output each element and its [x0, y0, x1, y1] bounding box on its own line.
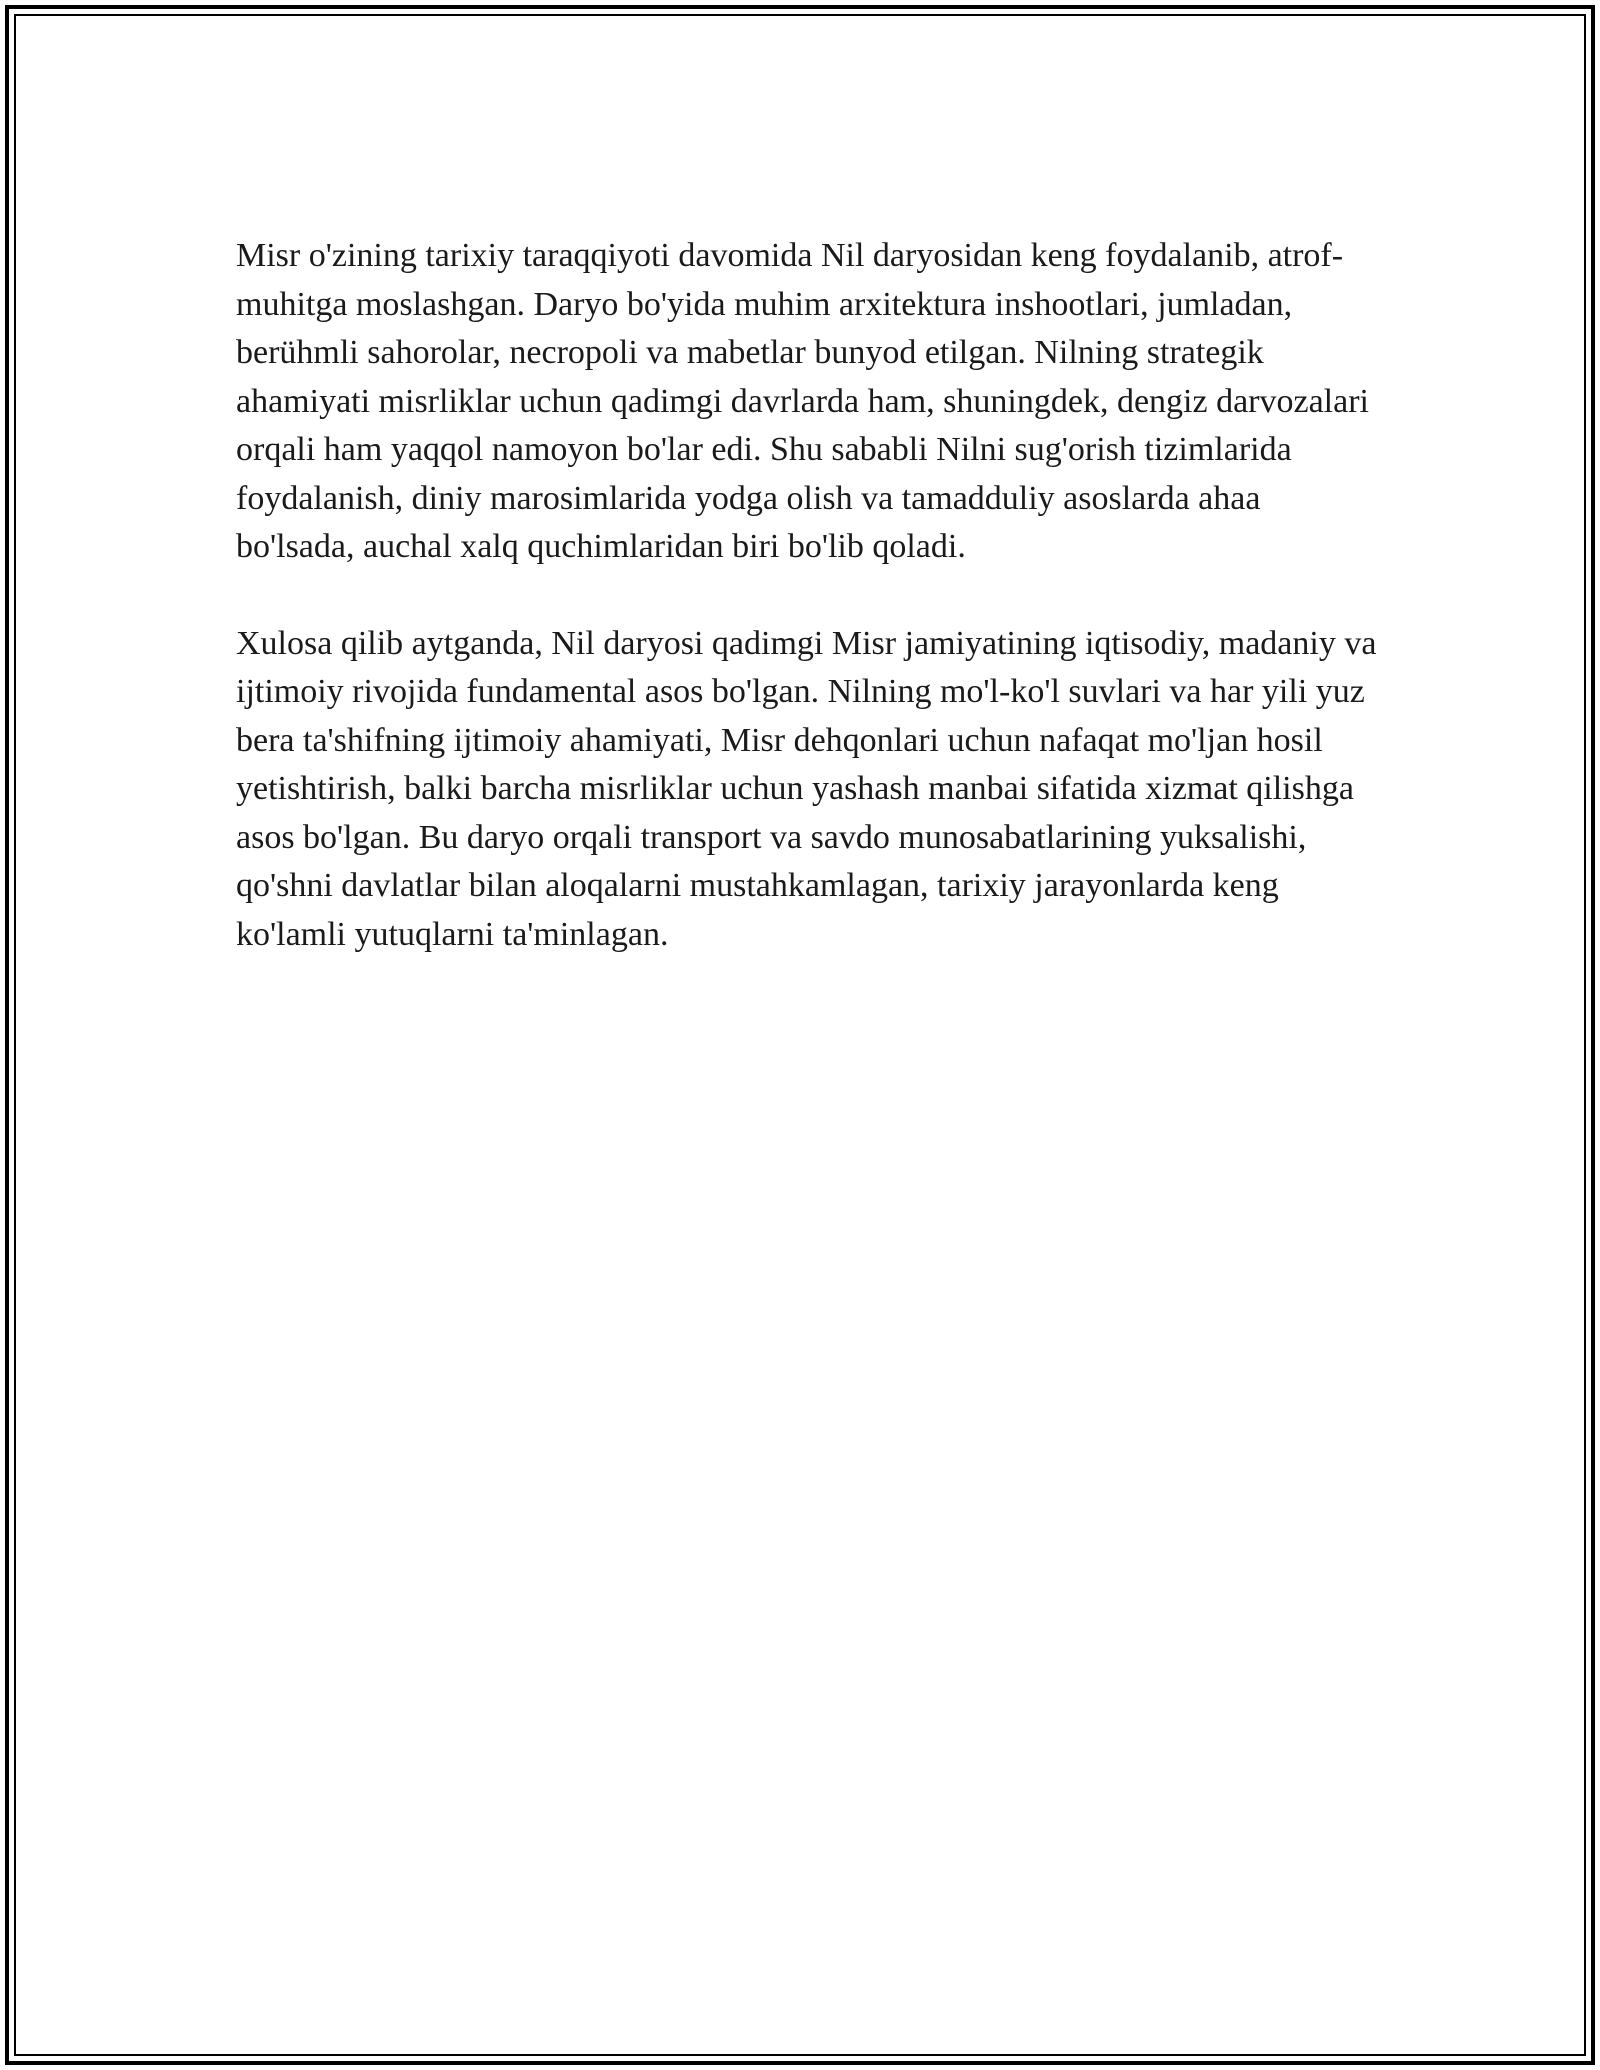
document-body [236, 232, 1386, 1007]
paragraph-2: Xulosa qilib aytganda, Nil daryosi qadimgi Misr jamiyatining iqtisodiy, madaniy va ijtimoiy rivojida fundamental asos bo'lgan. Nilning mo'l-ko'l suvlari va har yili yuz bera ta'shifning ijtimoiy ahamiyati, Misr dehqonlari uchun nafaqat mo'ljan hosil yetishtirish, balki barcha misrliklar uchun yashash manbai sifatida xizmat qilishga asos bo'lgan. Bu daryo orqali transport va savdo munosabatlarining yuksalishi, qo'shni davlatlar bilan aloqalarni mustahkamlagan, tarixiy jarayonlarda keng ko'lamli yutuqlarni ta'minlagan. [236, 624, 1377, 953]
paragraph-1: Misr o'zining tarixiy taraqqiyoti davomida Nil daryosidan keng foydalanib, atrof-muhitga moslashgan. Daryo bo'yida muhim arxitektura inshootlari, jumladan, berühmli sahorolar, necropoli va mabetlar bunyod etilgan. Nilning strategik ahamiyati misrliklar uchun qadimgi davrlarda ham, shuningdek, dengiz darvozalari orqali ham yaqqol namoyon bo'lar edi. Shu sababli Nilni sug'orish tizimlarida foydalanish, diniy marosimlarida yodga olish va tamadduliy asoslarda ahaa bo'lsada, auchal xalq quchimlaridan biri bo'lib qoladi. [236, 237, 1369, 565]
